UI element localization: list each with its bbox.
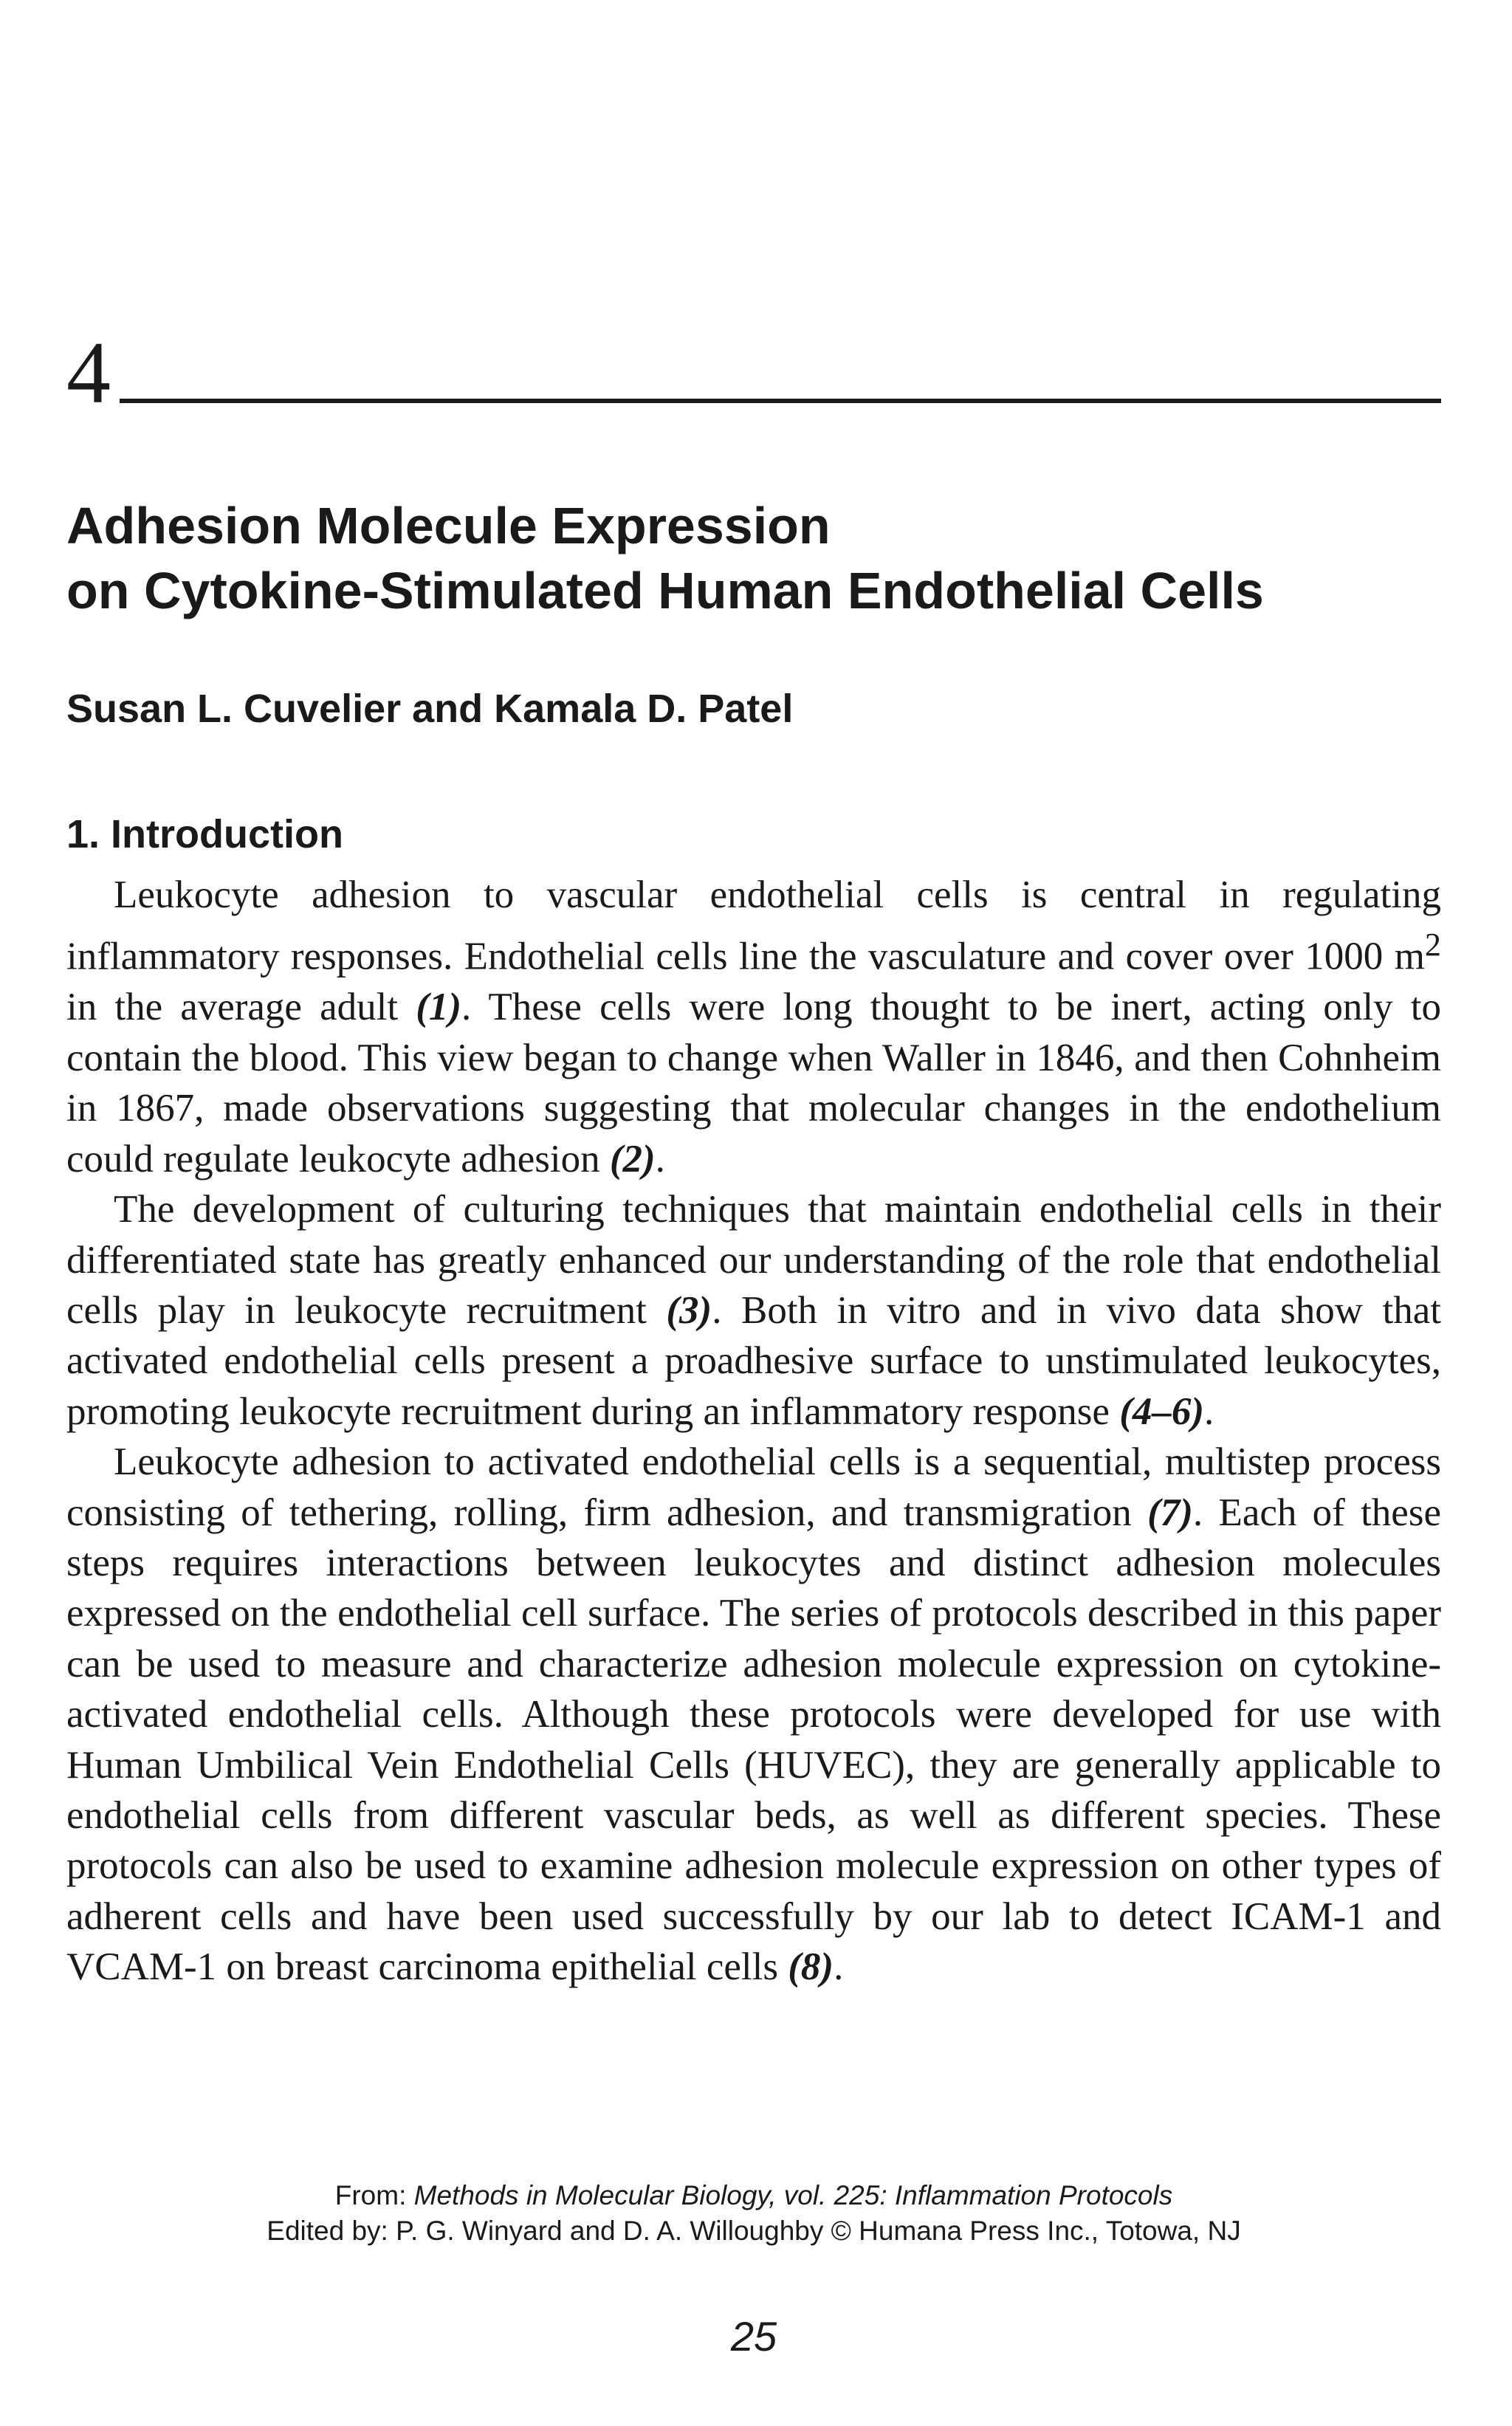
text-run: . These cells were long thought to be inert, acting only to contain the blood. This view began to change when Waller in 1846, and then Cohnheim in 1867, made observations suggesting that molecular changes in the endothelium could regulate leukocyte adhesion <box>66 986 1441 1181</box>
text-run: . <box>655 1137 665 1181</box>
text-run: in the average adult <box>66 986 416 1029</box>
citation-ref: (4–6) <box>1119 1389 1204 1433</box>
chapter-header <box>66 325 1441 421</box>
page-number: 25 <box>730 2313 777 2360</box>
text-run: . <box>834 1945 844 1989</box>
text-run: The development of culturing techniques that maintain endothelial cells in their differentiated state has greatly enhanced our understanding of the role that endothelial cells play in leukocyte recruitment <box>66 1188 1441 1332</box>
paragraph <box>66 1437 1441 1992</box>
paragraph <box>66 1184 1441 1437</box>
superscript: 2 <box>1424 927 1441 963</box>
source-title: Methods in Molecular Biology, vol. 225: Inflammation Protocols <box>413 2180 1173 2210</box>
text-run: . <box>1204 1389 1214 1433</box>
body-text <box>66 870 1441 1993</box>
editor-line: Edited by: P. G. Winyard and D. A. Willoughby © Humana Press Inc., Totowa, NJ <box>267 2216 1241 2246</box>
citation-ref: (3) <box>666 1288 712 1332</box>
source-line <box>66 2178 1441 2213</box>
source-label: From: <box>334 2180 414 2210</box>
text-run: . Both in vitro and in vivo data show that activated endothelial cells present a proadhesive surface to unstimulated leukocytes, promoting leukocyte recruitment during an inflammatory response <box>66 1288 1442 1433</box>
book-page <box>66 0 1441 2426</box>
citation-ref: (7) <box>1147 1491 1193 1534</box>
text-run: . Each of these steps requires interactions between leukocytes and distinct adhesion molecules expressed on the endothelial cell surface. The series of protocols described in this paper can be used to measure and characterize adhesion molecule expression on cytokine-activated endothelial cells. Although these protocols were developed for use with Human Umbilical Vein Endothelial Cells (HUVEC), they are generally applicable to endothelial cells from different vascular beds, as well as different species. These protocols can also be used to examine adhesion molecule expression on other types of adherent cells and have been used successfully by our lab to detect ICAM-1 and VCAM-1 on breast carcinoma epithelial cells <box>66 1491 1441 1989</box>
chapter-title-line-2: on Cytokine-Stimulated Human Endothelial Cells <box>66 562 1264 619</box>
authors: Susan L. Cuvelier and Kamala D. Patel <box>66 687 794 731</box>
citation-ref: (8) <box>788 1945 834 1989</box>
citation-ref: (2) <box>609 1137 656 1181</box>
text-run: Leukocyte adhesion to activated endothelial cells is a sequential, multistep process consisting of tethering, rolling, firm adhesion, and transmigration <box>66 1440 1441 1534</box>
source-note <box>66 2178 1441 2249</box>
chapter-rule <box>120 399 1441 403</box>
paragraph <box>66 870 1441 1184</box>
text-run: Leukocyte adhesion to vascular endothelial cells is central in regulating inflammatory responses. Endothelial cells line the vasculature and cover over 1000 m <box>66 873 1441 979</box>
section-heading: 1. Introduction <box>66 812 343 856</box>
chapter-number: 4 <box>66 323 111 422</box>
citation-ref: (1) <box>416 986 461 1029</box>
chapter-title <box>66 493 1441 623</box>
chapter-title-line-1: Adhesion Molecule Expression <box>66 497 831 554</box>
